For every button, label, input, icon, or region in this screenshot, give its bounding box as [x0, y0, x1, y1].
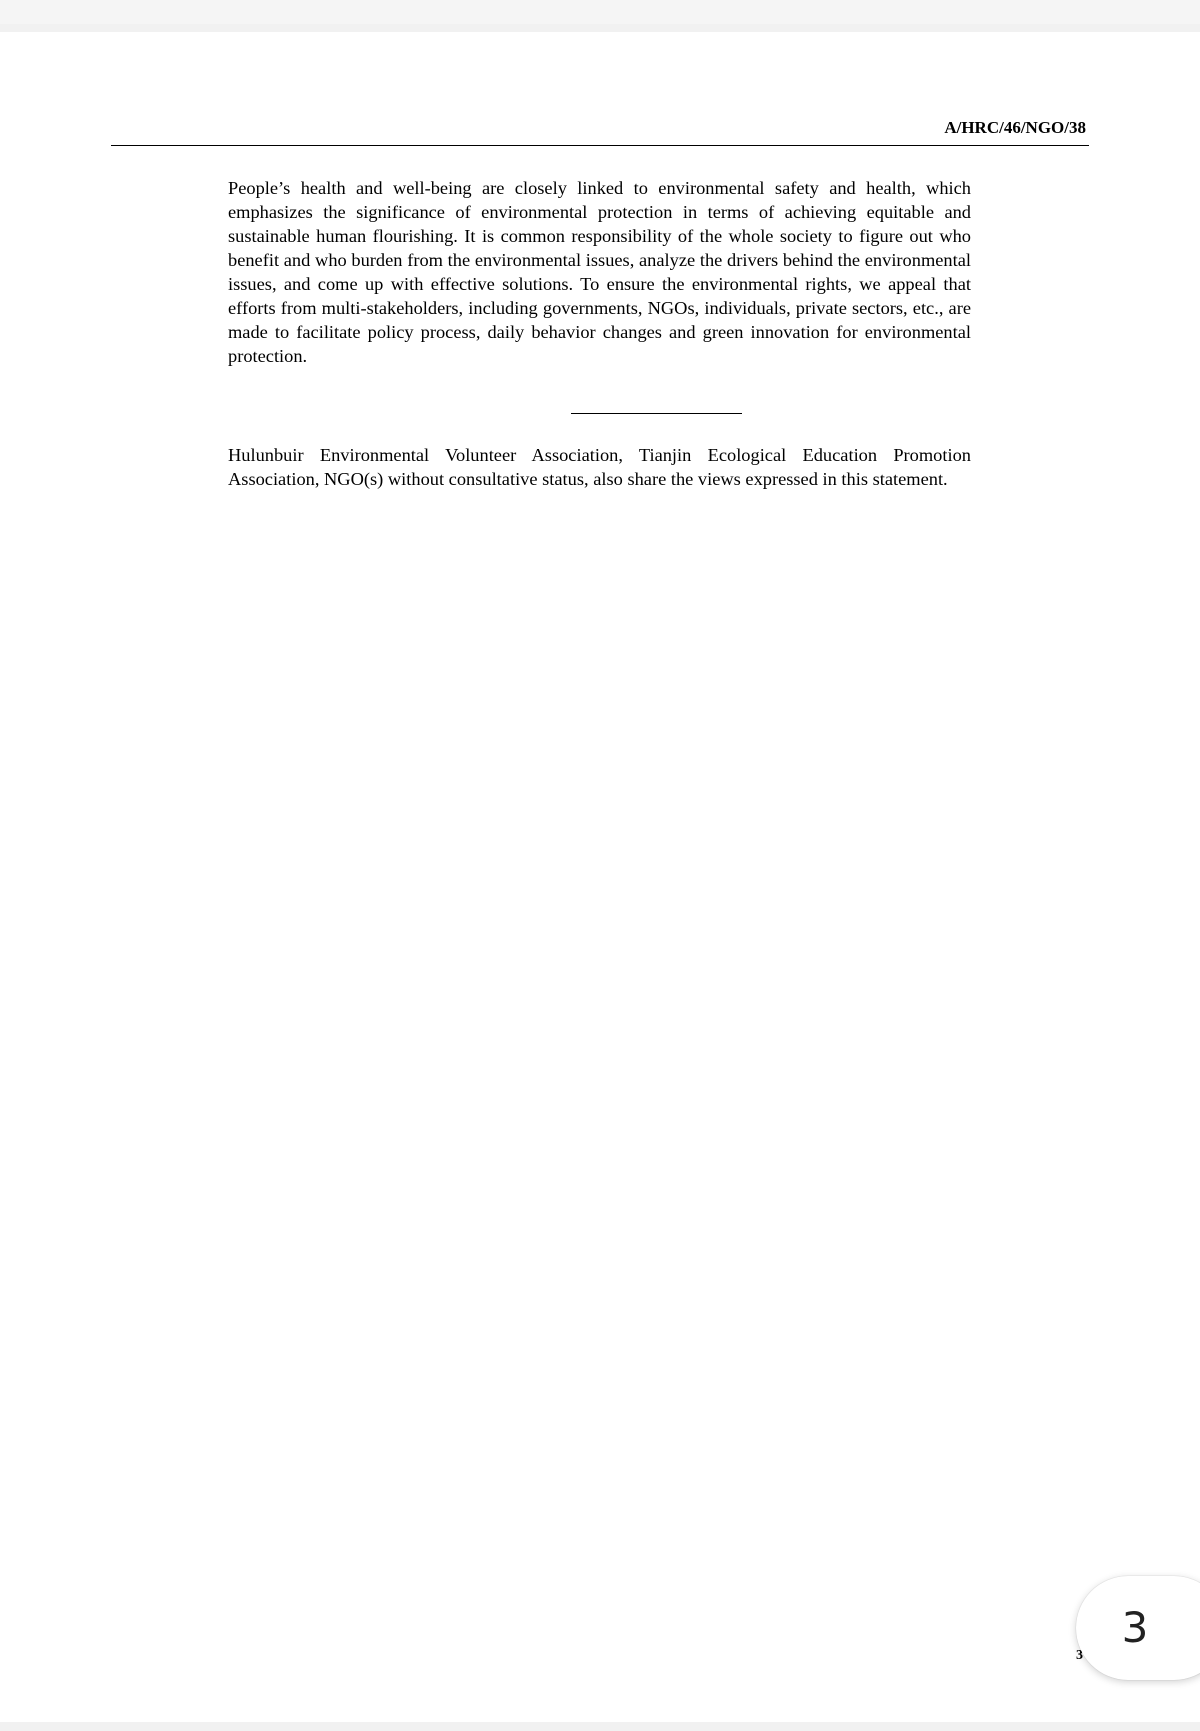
body-paragraph: People’s health and well-being are closely linked to environmental safety and health, which emphasizes the significance of environmental protection in terms of achieving equitable and sustainable human flourishing. It is common responsibility of the whole society to figure out who benefit and who burden from the environmental issues, analyze the drivers behind the environmental issues, and come up with effective solutions. To ensure the environmental rights, we appeal that efforts from multi-stakeholders, including governments, NGOs, individuals, private sectors, etc., are made to facilitate policy process, daily behavior changes and green innovation for environmental protection.: [228, 178, 971, 366]
page-number: 3: [1076, 1648, 1083, 1663]
document-symbol: A/HRC/46/NGO/38: [944, 118, 1086, 137]
viewer-bottom-bar: [0, 1722, 1200, 1731]
footnote-paragraph: Hulunbuir Environmental Volunteer Association, Tianjin Ecological Education Promotion Association, NGO(s) without consultative status, also share the views expressed in this statement.: [228, 445, 971, 489]
page-indicator-label: 3: [1121, 1603, 1149, 1652]
document-page: [0, 32, 1200, 1722]
header-rule: [111, 145, 1089, 146]
end-of-document-rule: [571, 413, 742, 414]
viewer-top-bar: [0, 0, 1200, 24]
